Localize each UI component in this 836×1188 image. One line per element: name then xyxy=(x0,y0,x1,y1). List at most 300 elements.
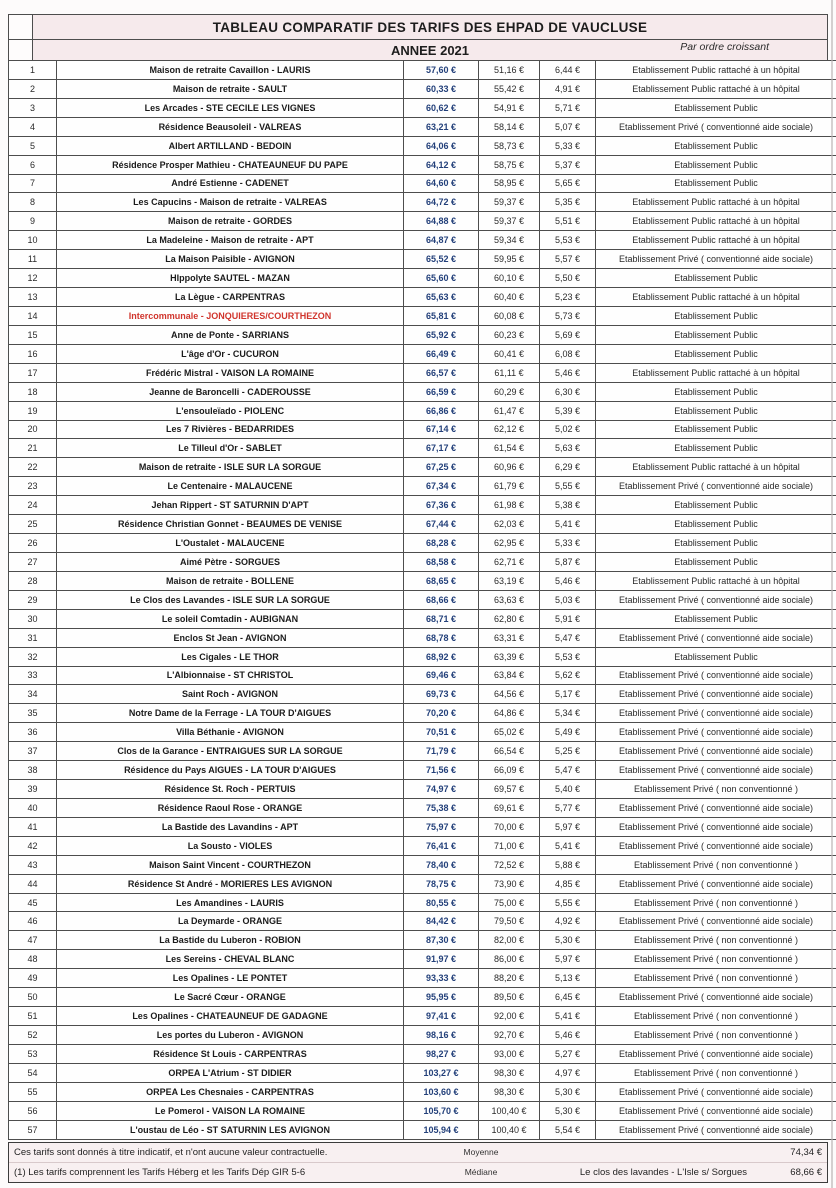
tarif-base: 92,00 € xyxy=(479,1007,540,1026)
tarif-diff: 5,30 € xyxy=(540,1101,596,1120)
table-row xyxy=(9,174,836,193)
tarif-base: 63,84 € xyxy=(479,666,540,685)
tarif-highlight: 76,41 € xyxy=(404,836,479,855)
table-row xyxy=(9,98,836,117)
row-number: 29 xyxy=(9,590,57,609)
row-number: 56 xyxy=(9,1101,57,1120)
tarif-diff: 5,27 € xyxy=(540,1044,596,1063)
tarif-diff: 5,17 € xyxy=(540,685,596,704)
row-number: 27 xyxy=(9,552,57,571)
establishment-name: Le Sacré Cœur - ORANGE xyxy=(57,988,404,1007)
tarif-base: 60,23 € xyxy=(479,325,540,344)
tarif-highlight: 80,55 € xyxy=(404,893,479,912)
tarif-base: 59,34 € xyxy=(479,231,540,250)
establishment-type: Etablissement Public xyxy=(596,609,836,628)
tarif-base: 72,52 € xyxy=(479,855,540,874)
row-number: 24 xyxy=(9,496,57,515)
establishment-name: Les Capucins - Maison de retraite - VALREAS xyxy=(57,193,404,212)
subtitle-band-spacer-cell xyxy=(9,39,33,61)
establishment-name: L'Albionnaise - ST CHRISTOL xyxy=(57,666,404,685)
tarif-highlight: 67,17 € xyxy=(404,439,479,458)
row-number: 26 xyxy=(9,534,57,553)
establishment-name: L'oustau de Léo - ST SATURNIN LES AVIGNON xyxy=(57,1120,404,1139)
establishment-type: Etablissement Public xyxy=(596,552,836,571)
table-row xyxy=(9,855,836,874)
tarif-diff: 5,34 € xyxy=(540,704,596,723)
establishment-name: La Maison Paisible - AVIGNON xyxy=(57,250,404,269)
establishment-name: Résidence St Louis - CARPENTRAS xyxy=(57,1044,404,1063)
establishment-name: Les Opalines - CHATEAUNEUF DE GADAGNE xyxy=(57,1007,404,1026)
table-row xyxy=(9,912,836,931)
establishment-name: Résidence St. Roch - PERTUIS xyxy=(57,780,404,799)
tarif-diff: 5,50 € xyxy=(540,269,596,288)
tarif-base: 62,80 € xyxy=(479,609,540,628)
table-row xyxy=(9,155,836,174)
row-number: 12 xyxy=(9,269,57,288)
tarif-highlight: 67,34 € xyxy=(404,477,479,496)
tarif-diff: 5,62 € xyxy=(540,666,596,685)
table-row xyxy=(9,61,836,80)
establishment-type: Etablissement Public rattaché à un hôpital xyxy=(596,458,836,477)
tarif-diff: 5,03 € xyxy=(540,590,596,609)
establishment-name: Maison de retraite - SAULT xyxy=(57,79,404,98)
table-row xyxy=(9,798,836,817)
table-row xyxy=(9,647,836,666)
establishment-name: Maison de retraite - ISLE SUR LA SORGUE xyxy=(57,458,404,477)
establishment-type: Etablissement Privé ( non conventionné ) xyxy=(596,780,836,799)
tarif-base: 59,37 € xyxy=(479,212,540,231)
table-row xyxy=(9,761,836,780)
row-number: 37 xyxy=(9,742,57,761)
tarif-base: 64,86 € xyxy=(479,704,540,723)
tarif-highlight: 68,65 € xyxy=(404,571,479,590)
row-number: 42 xyxy=(9,836,57,855)
tarif-base: 60,41 € xyxy=(479,344,540,363)
establishment-name: Les 7 Rivières - BEDARRIDES xyxy=(57,420,404,439)
row-number: 45 xyxy=(9,893,57,912)
establishment-type: Etablissement Public xyxy=(596,155,836,174)
establishment-name: La Bastide du Luberon - ROBION xyxy=(57,931,404,950)
tarif-diff: 5,65 € xyxy=(540,174,596,193)
establishment-type: Etablissement Public rattaché à un hôpital xyxy=(596,571,836,590)
tarif-highlight: 66,59 € xyxy=(404,382,479,401)
establishment-type: Etablissement Public xyxy=(596,420,836,439)
table-row xyxy=(9,420,836,439)
establishment-name: André Estienne - CADENET xyxy=(57,174,404,193)
establishment-type: Etablissement Public xyxy=(596,382,836,401)
tarif-diff: 5,47 € xyxy=(540,628,596,647)
establishment-type: Etablissement Public xyxy=(596,401,836,420)
establishment-type: Etablissement Privé ( conventionné aide sociale) xyxy=(596,1120,836,1139)
table-row xyxy=(9,382,836,401)
row-number: 14 xyxy=(9,306,57,325)
tarif-highlight: 65,92 € xyxy=(404,325,479,344)
row-number: 16 xyxy=(9,344,57,363)
establishment-name: Résidence Prosper Mathieu - CHATEAUNEUF DU PAPE xyxy=(57,155,404,174)
tarif-diff: 5,97 € xyxy=(540,817,596,836)
tarif-base: 61,54 € xyxy=(479,439,540,458)
establishment-type: Etablissement Public rattaché à un hôpital xyxy=(596,212,836,231)
tarif-diff: 5,47 € xyxy=(540,761,596,780)
table-row xyxy=(9,1026,836,1045)
tarif-diff: 5,46 € xyxy=(540,363,596,382)
tarif-base: 69,61 € xyxy=(479,798,540,817)
establishment-name: Aimé Pètre - SORGUES xyxy=(57,552,404,571)
establishment-type: Etablissement Privé ( conventionné aide sociale) xyxy=(596,836,836,855)
table-row xyxy=(9,1007,836,1026)
establishment-name: L'Oustalet - MALAUCENE xyxy=(57,534,404,553)
tarif-diff: 5,35 € xyxy=(540,193,596,212)
tarif-base: 69,57 € xyxy=(479,780,540,799)
row-number: 44 xyxy=(9,874,57,893)
tarif-base: 63,31 € xyxy=(479,628,540,647)
tarif-base: 62,12 € xyxy=(479,420,540,439)
tarif-base: 62,95 € xyxy=(479,534,540,553)
tarif-highlight: 87,30 € xyxy=(404,931,479,950)
tarif-highlight: 74,97 € xyxy=(404,780,479,799)
establishment-name: Frédéric Mistral - VAISON LA ROMAINE xyxy=(57,363,404,382)
tarif-highlight: 63,21 € xyxy=(404,117,479,136)
tarif-diff: 5,37 € xyxy=(540,155,596,174)
table-row xyxy=(9,1101,836,1120)
tarif-highlight: 97,41 € xyxy=(404,1007,479,1026)
establishment-name: Intercommunale - JONQUIERES/COURTHEZON xyxy=(57,306,404,325)
table-row xyxy=(9,1120,836,1139)
row-number: 18 xyxy=(9,382,57,401)
establishment-type: Etablissement Privé ( conventionné aide sociale) xyxy=(596,117,836,136)
table-row xyxy=(9,609,836,628)
tarif-base: 63,63 € xyxy=(479,590,540,609)
tarif-highlight: 91,97 € xyxy=(404,950,479,969)
row-number: 35 xyxy=(9,704,57,723)
row-number: 36 xyxy=(9,723,57,742)
establishment-type: Etablissement Privé ( conventionné aide sociale) xyxy=(596,704,836,723)
tarif-highlight: 105,94 € xyxy=(404,1120,479,1139)
establishment-name: Résidence du Pays AIGUES - LA TOUR D'AIGUES xyxy=(57,761,404,780)
tarif-highlight: 66,49 € xyxy=(404,344,479,363)
table-row xyxy=(9,1082,836,1101)
establishment-name: Les Cigales - LE THOR xyxy=(57,647,404,666)
table-row xyxy=(9,458,836,477)
establishment-type: Etablissement Privé ( conventionné aide sociale) xyxy=(596,477,836,496)
tarif-base: 61,11 € xyxy=(479,363,540,382)
moyenne-value: 74,34 € xyxy=(790,1146,822,1158)
establishment-type: Etablissement Privé ( conventionné aide sociale) xyxy=(596,628,836,647)
tarif-diff: 5,33 € xyxy=(540,534,596,553)
tarif-diff: 5,39 € xyxy=(540,401,596,420)
establishment-name: Enclos St Jean - AVIGNON xyxy=(57,628,404,647)
establishment-name: Jehan Rippert - ST SATURNIN D'APT xyxy=(57,496,404,515)
establishment-name: Les Sereins - CHEVAL BLANC xyxy=(57,950,404,969)
establishment-type: Etablissement Privé ( conventionné aide sociale) xyxy=(596,817,836,836)
establishment-type: Etablissement Privé ( conventionné aide sociale) xyxy=(596,590,836,609)
tarif-highlight: 64,12 € xyxy=(404,155,479,174)
title-band-spacer-cell xyxy=(9,14,33,40)
mediane-label: Médiane xyxy=(464,1167,498,1178)
table-row xyxy=(9,780,836,799)
row-number: 25 xyxy=(9,515,57,534)
establishment-name: Le Pomerol - VAISON LA ROMAINE xyxy=(57,1101,404,1120)
tarif-diff: 5,53 € xyxy=(540,647,596,666)
establishment-name: Résidence Beausoleil - VALREAS xyxy=(57,117,404,136)
row-number: 28 xyxy=(9,571,57,590)
establishment-name: La Bastide des Lavandins - APT xyxy=(57,817,404,836)
tarif-diff: 5,63 € xyxy=(540,439,596,458)
establishment-name: Anne de Ponte - SARRIANS xyxy=(57,325,404,344)
table-row xyxy=(9,401,836,420)
tarif-highlight: 64,06 € xyxy=(404,136,479,155)
tarif-base: 92,70 € xyxy=(479,1026,540,1045)
establishment-name: Les Opalines - LE PONTET xyxy=(57,969,404,988)
row-number: 48 xyxy=(9,950,57,969)
tarif-base: 60,08 € xyxy=(479,306,540,325)
row-number: 57 xyxy=(9,1120,57,1139)
tarif-highlight: 69,46 € xyxy=(404,666,479,685)
row-number: 6 xyxy=(9,155,57,174)
establishment-name: ORPEA L'Atrium - ST DIDIER xyxy=(57,1063,404,1082)
tarif-diff: 5,87 € xyxy=(540,552,596,571)
row-number: 23 xyxy=(9,477,57,496)
row-number: 3 xyxy=(9,98,57,117)
tarif-highlight: 66,57 € xyxy=(404,363,479,382)
tarif-diff: 5,54 € xyxy=(540,1120,596,1139)
tarif-diff: 5,38 € xyxy=(540,496,596,515)
tarif-highlight: 103,27 € xyxy=(404,1063,479,1082)
tarif-diff: 4,97 € xyxy=(540,1063,596,1082)
establishment-name: HIppolyte SAUTEL - MAZAN xyxy=(57,269,404,288)
tarif-highlight: 67,25 € xyxy=(404,458,479,477)
table-row xyxy=(9,363,836,382)
establishment-type: Etablissement Privé ( conventionné aide sociale) xyxy=(596,742,836,761)
establishment-type: Etablissement Public xyxy=(596,325,836,344)
establishment-type: Etablissement Privé ( conventionné aide sociale) xyxy=(596,1101,836,1120)
tarif-highlight: 60,33 € xyxy=(404,79,479,98)
table-row xyxy=(9,306,836,325)
establishment-type: Etablissement Public xyxy=(596,136,836,155)
tarif-base: 58,75 € xyxy=(479,155,540,174)
tarif-base: 55,42 € xyxy=(479,79,540,98)
row-number: 50 xyxy=(9,988,57,1007)
tarif-diff: 5,71 € xyxy=(540,98,596,117)
tarif-highlight: 67,14 € xyxy=(404,420,479,439)
footer-line-moyenne xyxy=(9,1143,827,1162)
tarif-diff: 5,46 € xyxy=(540,1026,596,1045)
tarif-diff: 5,07 € xyxy=(540,117,596,136)
tarif-diff: 5,88 € xyxy=(540,855,596,874)
row-number: 1 xyxy=(9,61,57,80)
rates-table xyxy=(8,60,836,1140)
table-row xyxy=(9,515,836,534)
row-number: 34 xyxy=(9,685,57,704)
tarif-highlight: 84,42 € xyxy=(404,912,479,931)
table-row xyxy=(9,988,836,1007)
table-row xyxy=(9,477,836,496)
tarif-highlight: 105,70 € xyxy=(404,1101,479,1120)
table-row xyxy=(9,250,836,269)
establishment-name: Les Arcades - STE CECILE LES VIGNES xyxy=(57,98,404,117)
row-number: 21 xyxy=(9,439,57,458)
tarif-highlight: 68,66 € xyxy=(404,590,479,609)
establishment-name: Jeanne de Baroncelli - CADEROUSSE xyxy=(57,382,404,401)
tarif-highlight: 60,62 € xyxy=(404,98,479,117)
establishment-name: La Lègue - CARPENTRAS xyxy=(57,288,404,307)
establishment-type: Etablissement Public xyxy=(596,174,836,193)
tarif-base: 60,96 € xyxy=(479,458,540,477)
year-label: ANNEE 2021 xyxy=(390,42,470,58)
establishment-type: Etablissement Privé ( non conventionné ) xyxy=(596,950,836,969)
establishment-type: Etablissement Privé ( non conventionné ) xyxy=(596,969,836,988)
table-row xyxy=(9,969,836,988)
row-number: 40 xyxy=(9,798,57,817)
tarif-diff: 5,55 € xyxy=(540,477,596,496)
row-number: 8 xyxy=(9,193,57,212)
table-row xyxy=(9,288,836,307)
subtitle-band xyxy=(8,39,828,61)
row-number: 10 xyxy=(9,231,57,250)
row-number: 46 xyxy=(9,912,57,931)
establishment-type: Etablissement Public rattaché à un hôpital xyxy=(596,363,836,382)
tarif-highlight: 65,63 € xyxy=(404,288,479,307)
row-number: 11 xyxy=(9,250,57,269)
footer-note-2: (1) Les tarifs comprennent les Tarifs Héberg et les Tarifs Dép GIR 5-6 xyxy=(14,1166,306,1178)
establishment-type: Etablissement Privé ( conventionné aide sociale) xyxy=(596,685,836,704)
tarif-highlight: 71,56 € xyxy=(404,761,479,780)
tarif-base: 51,16 € xyxy=(479,61,540,80)
scanned-document-page xyxy=(8,14,828,1183)
tarif-base: 63,19 € xyxy=(479,571,540,590)
tarif-highlight: 65,81 € xyxy=(404,306,479,325)
establishment-name: La Deymarde - ORANGE xyxy=(57,912,404,931)
establishment-type: Etablissement Privé ( non conventionné ) xyxy=(596,855,836,874)
tarif-base: 98,30 € xyxy=(479,1082,540,1101)
table-row xyxy=(9,269,836,288)
tarif-highlight: 65,60 € xyxy=(404,269,479,288)
order-note: Par ordre croissant xyxy=(680,41,769,53)
tarif-base: 61,79 € xyxy=(479,477,540,496)
row-number: 52 xyxy=(9,1026,57,1045)
tarif-highlight: 95,95 € xyxy=(404,988,479,1007)
table-row xyxy=(9,193,836,212)
table-row xyxy=(9,325,836,344)
tarif-highlight: 68,58 € xyxy=(404,552,479,571)
tarif-diff: 5,41 € xyxy=(540,515,596,534)
row-number: 32 xyxy=(9,647,57,666)
tarif-highlight: 98,27 € xyxy=(404,1044,479,1063)
tarif-base: 98,30 € xyxy=(479,1063,540,1082)
tarif-highlight: 64,87 € xyxy=(404,231,479,250)
tarif-base: 86,00 € xyxy=(479,950,540,969)
establishment-type: Etablissement Privé ( conventionné aide sociale) xyxy=(596,1044,836,1063)
table-row xyxy=(9,742,836,761)
tarif-base: 82,00 € xyxy=(479,931,540,950)
establishment-name: Résidence Raoul Rose - ORANGE xyxy=(57,798,404,817)
tarif-diff: 6,45 € xyxy=(540,988,596,1007)
tarif-base: 58,14 € xyxy=(479,117,540,136)
tarif-diff: 5,55 € xyxy=(540,893,596,912)
row-number: 47 xyxy=(9,931,57,950)
tarif-diff: 5,46 € xyxy=(540,571,596,590)
establishment-name: Le Tilleul d'Or - SABLET xyxy=(57,439,404,458)
table-row xyxy=(9,552,836,571)
row-number: 2 xyxy=(9,79,57,98)
establishment-type: Etablissement Privé ( conventionné aide sociale) xyxy=(596,912,836,931)
tarif-base: 70,00 € xyxy=(479,817,540,836)
row-number: 31 xyxy=(9,628,57,647)
establishment-name: L'ensouleïado - PIOLENC xyxy=(57,401,404,420)
table-row xyxy=(9,723,836,742)
row-number: 9 xyxy=(9,212,57,231)
tarif-highlight: 65,52 € xyxy=(404,250,479,269)
tarif-base: 62,71 € xyxy=(479,552,540,571)
tarif-base: 59,37 € xyxy=(479,193,540,212)
establishment-type: Etablissement Public rattaché à un hôpital xyxy=(596,79,836,98)
tarif-diff: 5,97 € xyxy=(540,950,596,969)
tarif-base: 62,03 € xyxy=(479,515,540,534)
row-number: 19 xyxy=(9,401,57,420)
tarif-base: 60,10 € xyxy=(479,269,540,288)
row-number: 54 xyxy=(9,1063,57,1082)
tarif-highlight: 93,33 € xyxy=(404,969,479,988)
establishment-type: Etablissement Privé ( conventionné aide sociale) xyxy=(596,1082,836,1101)
tarif-base: 79,50 € xyxy=(479,912,540,931)
establishment-name: ORPEA Les Chesnaies - CARPENTRAS xyxy=(57,1082,404,1101)
table-row xyxy=(9,628,836,647)
establishment-type: Etablissement Public xyxy=(596,98,836,117)
row-number: 55 xyxy=(9,1082,57,1101)
tarif-diff: 5,02 € xyxy=(540,420,596,439)
row-number: 13 xyxy=(9,288,57,307)
establishment-name: Maison de retraite - BOLLENE xyxy=(57,571,404,590)
moyenne-label: Moyenne xyxy=(463,1147,499,1158)
establishment-name: Le Clos des Lavandes - ISLE SUR LA SORGUE xyxy=(57,590,404,609)
table-row xyxy=(9,836,836,855)
establishment-name: Le Centenaire - MALAUCENE xyxy=(57,477,404,496)
table-row xyxy=(9,874,836,893)
establishment-name: La Madeleine - Maison de retraite - APT xyxy=(57,231,404,250)
table-row xyxy=(9,590,836,609)
tarif-diff: 5,23 € xyxy=(540,288,596,307)
table-row xyxy=(9,571,836,590)
establishment-type: Etablissement Privé ( non conventionné ) xyxy=(596,893,836,912)
establishment-type: Etablissement Privé ( non conventionné ) xyxy=(596,1026,836,1045)
tarif-base: 60,29 € xyxy=(479,382,540,401)
table-row xyxy=(9,666,836,685)
tarif-base: 59,95 € xyxy=(479,250,540,269)
tarif-highlight: 67,36 € xyxy=(404,496,479,515)
title-band xyxy=(8,14,828,40)
mediane-detail: Le clos des lavandes - L'Isle s/ Sorgues xyxy=(579,1166,747,1178)
table-row xyxy=(9,817,836,836)
tarif-diff: 4,92 € xyxy=(540,912,596,931)
row-number: 41 xyxy=(9,817,57,836)
establishment-name: L'âge d'Or - CUCURON xyxy=(57,344,404,363)
establishment-type: Etablissement Privé ( conventionné aide sociale) xyxy=(596,874,836,893)
establishment-type: Etablissement Public xyxy=(596,496,836,515)
establishment-type: Etablissement Public xyxy=(596,344,836,363)
table-row xyxy=(9,117,836,136)
tarif-diff: 4,91 € xyxy=(540,79,596,98)
row-number: 4 xyxy=(9,117,57,136)
row-number: 15 xyxy=(9,325,57,344)
row-number: 38 xyxy=(9,761,57,780)
tarif-highlight: 75,97 € xyxy=(404,817,479,836)
tarif-base: 66,54 € xyxy=(479,742,540,761)
establishment-name: Maison de retraite Cavaillon - LAURIS xyxy=(57,61,404,80)
establishment-type: Etablissement Privé ( conventionné aide sociale) xyxy=(596,798,836,817)
tarif-base: 61,47 € xyxy=(479,401,540,420)
tarif-highlight: 103,60 € xyxy=(404,1082,479,1101)
table-row xyxy=(9,496,836,515)
